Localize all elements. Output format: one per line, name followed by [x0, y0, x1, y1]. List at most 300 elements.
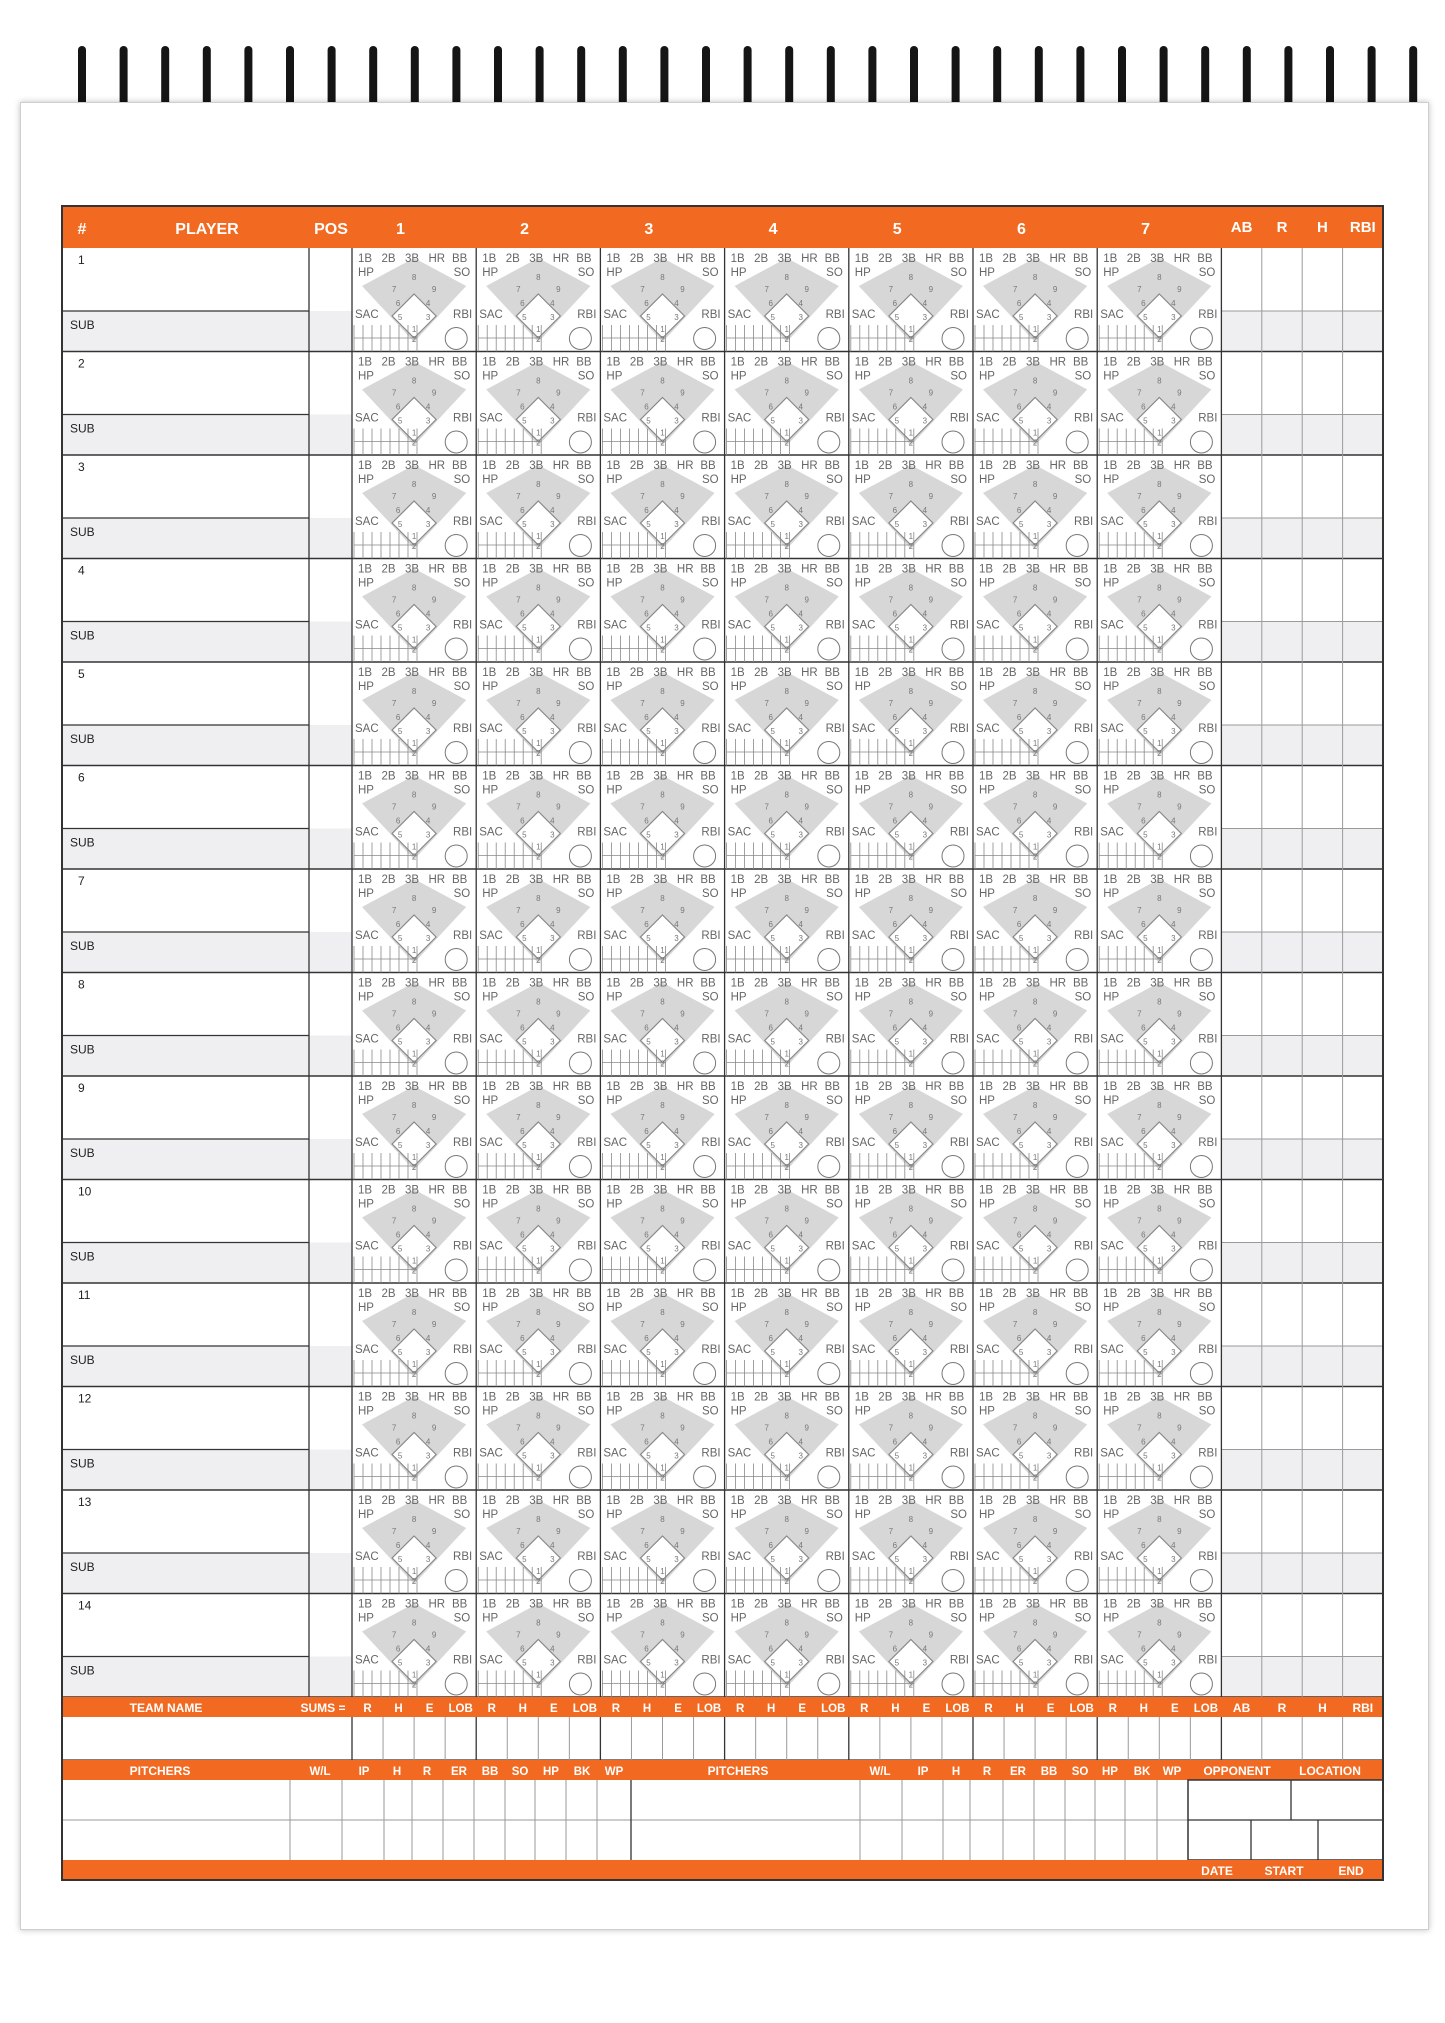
hit-type-3b: 3B — [1150, 874, 1165, 886]
fielder-number-6: 6 — [768, 506, 773, 515]
hit-type-bb: BB — [1197, 1391, 1213, 1404]
out-circle — [818, 949, 840, 971]
hit-by-pitch-label: HP — [606, 991, 623, 1004]
fielder-number-6: 6 — [768, 1541, 773, 1550]
fielder-number-3: 3 — [674, 1244, 679, 1254]
fielder-number-9: 9 — [431, 699, 437, 708]
fielder-number-7: 7 — [1012, 1009, 1018, 1019]
fielder-number-7: 7 — [888, 1527, 894, 1536]
hit-by-pitch-label: HP — [358, 991, 374, 1004]
strikeout-label: SO — [826, 888, 843, 900]
sacrifice-label: SAC — [851, 1344, 876, 1356]
fielder-number-7: 7 — [888, 1009, 894, 1019]
strikeout-label: SO — [453, 1302, 471, 1314]
hit-by-pitch-label: HP — [1103, 1302, 1120, 1314]
hit-type-2b: 2B — [629, 253, 644, 265]
fielder-number-1: 1 — [1157, 739, 1162, 748]
hit-type-3b: 3B — [1150, 1288, 1165, 1300]
rbi-label: RBI — [825, 826, 845, 839]
hit-type-3b: 3B — [653, 563, 668, 576]
sums-label: SUMS = — [300, 1701, 346, 1715]
out-circle — [694, 1363, 716, 1385]
out-circle — [1066, 1363, 1088, 1385]
fielder-number-3: 3 — [674, 727, 679, 736]
hit-type-bb: BB — [1197, 667, 1213, 679]
hit-type-3b: 3B — [653, 977, 668, 990]
sacrifice-label: SAC — [727, 826, 752, 839]
fielder-number-9: 9 — [431, 595, 437, 605]
fielder-number-8: 8 — [1157, 997, 1162, 1007]
fielder-number-4: 4 — [425, 299, 431, 308]
fielder-number-3: 3 — [798, 727, 803, 736]
fielder-number-6: 6 — [644, 816, 649, 826]
out-circle — [694, 1570, 716, 1592]
fielder-number-2: 2 — [1157, 1370, 1162, 1379]
inning-sum-h: H — [1139, 1703, 1148, 1715]
hit-type-bb: BB — [824, 770, 840, 783]
sacrifice-label: SAC — [1100, 516, 1124, 528]
hit-by-pitch-label: HP — [358, 1198, 374, 1211]
hit-type-hr: HR — [1049, 1495, 1067, 1507]
fielder-number-7: 7 — [1012, 1630, 1018, 1640]
fielder-number-1: 1 — [1032, 842, 1038, 852]
fielder-number-2: 2 — [784, 1577, 789, 1586]
out-circle — [569, 535, 591, 557]
hit-type-bb: BB — [824, 1184, 840, 1197]
sacrifice-label: SAC — [851, 1654, 876, 1667]
fielder-number-6: 6 — [395, 1437, 401, 1447]
strikeout-label: SO — [701, 1302, 719, 1314]
out-circle — [818, 535, 840, 557]
fielder-number-1: 1 — [1157, 842, 1162, 852]
out-circle — [445, 1052, 467, 1074]
hit-by-pitch-label: HP — [482, 1612, 499, 1625]
out-circle — [1190, 1673, 1212, 1695]
fielder-number-9: 9 — [1177, 492, 1182, 501]
fielder-number-9: 9 — [804, 1320, 809, 1329]
rbi-label: RBI — [1198, 1654, 1218, 1667]
hit-type-hr: HR — [676, 1598, 694, 1611]
fielder-number-5: 5 — [646, 1348, 651, 1357]
sacrifice-label: SAC — [727, 1447, 752, 1460]
fielder-number-3: 3 — [550, 830, 555, 840]
fielder-number-9: 9 — [680, 595, 685, 605]
fielder-number-6: 6 — [520, 1541, 525, 1550]
rbi-label: RBI — [1198, 1137, 1218, 1149]
hit-type-3b: 3B — [1026, 1288, 1041, 1300]
hit-type-3b: 3B — [1026, 770, 1041, 783]
rbi-label: RBI — [577, 1137, 597, 1149]
hit-type-1b: 1B — [606, 1391, 621, 1404]
rbi-label: RBI — [1198, 1447, 1218, 1460]
fielder-number-6: 6 — [1016, 1437, 1022, 1447]
hit-type-hr: HR — [676, 1391, 694, 1404]
fielder-number-8: 8 — [660, 1411, 665, 1421]
fielder-number-3: 3 — [1046, 830, 1052, 840]
rbi-label: RBI — [701, 723, 721, 735]
fielder-number-2: 2 — [660, 749, 665, 758]
hit-type-1b: 1B — [358, 1495, 373, 1507]
fielder-number-6: 6 — [1141, 1644, 1146, 1654]
rbi-label: RBI — [577, 619, 597, 632]
hit-type-bb: BB — [824, 253, 840, 265]
out-circle — [569, 1156, 591, 1178]
fielder-number-2: 2 — [536, 1266, 541, 1276]
fielder-number-6: 6 — [768, 1334, 773, 1343]
fielder-number-4: 4 — [1046, 1023, 1052, 1033]
fielder-number-2: 2 — [1032, 335, 1038, 344]
fielder-number-8: 8 — [908, 997, 914, 1007]
strikeout-label: SO — [453, 1198, 471, 1211]
sacrifice-label: SAC — [479, 1033, 503, 1046]
inning-sum-e: E — [922, 1703, 931, 1715]
fielder-number-1: 1 — [784, 325, 789, 334]
fielder-number-2: 2 — [1032, 1577, 1038, 1586]
sacrifice-label: SAC — [976, 516, 1000, 528]
hit-type-hr: HR — [801, 563, 818, 576]
fielder-number-4: 4 — [674, 402, 679, 412]
hit-type-hr: HR — [1049, 253, 1067, 265]
rbi-label: RBI — [949, 1344, 969, 1356]
hit-type-hr: HR — [1173, 977, 1191, 990]
batting-order-number: 13 — [78, 1495, 92, 1509]
fielder-number-3: 3 — [1171, 1348, 1176, 1357]
hit-by-pitch-label: HP — [1103, 1509, 1120, 1521]
fielder-number-9: 9 — [1052, 1009, 1058, 1019]
fielder-number-6: 6 — [1141, 816, 1146, 826]
fielder-number-2: 2 — [536, 438, 541, 448]
fielder-number-7: 7 — [391, 1009, 397, 1019]
hit-type-hr: HR — [925, 667, 942, 679]
sacrifice-label: SAC — [1100, 1447, 1124, 1460]
hit-type-2b: 2B — [505, 770, 520, 783]
fielder-number-4: 4 — [1171, 506, 1176, 515]
fielder-number-8: 8 — [660, 480, 665, 489]
strikeout-label: SO — [826, 1405, 843, 1418]
hit-type-1b: 1B — [730, 667, 745, 679]
fielder-number-6: 6 — [768, 920, 773, 929]
fielder-number-6: 6 — [520, 1334, 525, 1343]
sacrifice-label: SAC — [603, 516, 628, 528]
fielder-number-5: 5 — [522, 830, 527, 840]
hit-type-1b: 1B — [854, 667, 869, 679]
fielder-number-8: 8 — [536, 1411, 541, 1421]
hit-type-hr: HR — [925, 1288, 942, 1300]
hit-by-pitch-label: HP — [1103, 681, 1120, 693]
hit-by-pitch-label: HP — [854, 474, 871, 486]
fielder-number-4: 4 — [550, 713, 555, 722]
sub-label: SUB — [70, 939, 95, 953]
fielder-number-8: 8 — [411, 1618, 417, 1628]
hit-type-hr: HR — [1173, 1495, 1191, 1507]
fielder-number-1: 1 — [784, 532, 789, 541]
fielder-number-5: 5 — [1143, 934, 1148, 943]
fielder-number-5: 5 — [770, 1451, 775, 1461]
hit-type-1b: 1B — [1103, 460, 1118, 472]
hit-type-2b: 2B — [629, 1598, 644, 1611]
sacrifice-label: SAC — [603, 1033, 628, 1046]
hit-by-pitch-label: HP — [730, 1095, 747, 1107]
fielder-number-3: 3 — [674, 1348, 679, 1357]
rbi-label: RBI — [701, 930, 721, 942]
fielder-number-9: 9 — [680, 1527, 685, 1536]
fielder-number-6: 6 — [1141, 1541, 1146, 1550]
fielder-number-3: 3 — [798, 1348, 803, 1357]
strikeout-label: SO — [1074, 1198, 1092, 1211]
sub-label: SUB — [70, 1249, 95, 1264]
fielder-number-1: 1 — [1032, 1463, 1038, 1473]
hit-type-hr: HR — [801, 356, 818, 369]
fielder-number-3: 3 — [798, 1451, 803, 1461]
sacrifice-label: SAC — [355, 826, 379, 839]
sacrifice-label: SAC — [603, 412, 628, 425]
fielder-number-6: 6 — [1016, 402, 1022, 412]
fielder-number-8: 8 — [660, 583, 665, 593]
out-circle — [1190, 949, 1212, 971]
fielder-number-6: 6 — [1016, 299, 1022, 308]
hit-type-hr: HR — [428, 1184, 446, 1197]
fielder-number-8: 8 — [1157, 1618, 1162, 1628]
fielder-number-8: 8 — [784, 997, 789, 1007]
fielder-number-2: 2 — [660, 1059, 665, 1069]
fielder-number-8: 8 — [784, 376, 789, 386]
fielder-number-7: 7 — [764, 1113, 769, 1122]
hit-type-2b: 2B — [878, 667, 893, 679]
fielder-number-2: 2 — [411, 438, 417, 448]
fielder-number-9: 9 — [928, 285, 934, 294]
strikeout-label: SO — [577, 577, 595, 590]
fielder-number-4: 4 — [922, 816, 928, 826]
fielder-number-5: 5 — [397, 1141, 403, 1150]
fielder-number-8: 8 — [536, 997, 541, 1007]
hit-type-hr: HR — [428, 874, 446, 886]
rbi-label: RBI — [701, 1654, 721, 1667]
fielder-number-8: 8 — [908, 273, 914, 282]
strikeout-label: SO — [577, 1509, 595, 1521]
inning-sum-lob: LOB — [696, 1703, 722, 1715]
fielder-number-5: 5 — [770, 1555, 775, 1564]
fielder-number-2: 2 — [1032, 542, 1038, 551]
rbi-label: RBI — [701, 412, 721, 425]
fielder-number-3: 3 — [425, 1451, 431, 1461]
pitcher-col-wl: W/L — [869, 1766, 891, 1778]
fielder-number-4: 4 — [674, 1023, 679, 1033]
hit-type-1b: 1B — [854, 1391, 869, 1404]
fielder-number-1: 1 — [1157, 325, 1162, 334]
fielder-number-2: 2 — [784, 1163, 789, 1172]
hit-type-3b: 3B — [777, 1495, 792, 1507]
out-circle — [942, 1363, 964, 1385]
hit-type-bb: BB — [824, 1081, 840, 1093]
out-circle — [1190, 1259, 1212, 1281]
strikeout-label: SO — [826, 681, 843, 693]
sacrifice-label: SAC — [976, 930, 1000, 942]
hit-type-2b: 2B — [878, 1288, 893, 1300]
fielder-number-3: 3 — [1171, 1244, 1176, 1254]
fielder-number-9: 9 — [556, 1009, 561, 1019]
fielder-number-3: 3 — [550, 934, 555, 943]
hit-type-3b: 3B — [529, 977, 544, 990]
fielder-number-3: 3 — [1171, 416, 1176, 426]
fielder-number-9: 9 — [680, 699, 685, 708]
fielder-number-6: 6 — [892, 713, 898, 722]
inning-sum-r: R — [363, 1703, 372, 1715]
fielder-number-8: 8 — [1032, 1308, 1038, 1317]
fielder-number-1: 1 — [1157, 1360, 1162, 1369]
hit-type-2b: 2B — [1126, 356, 1141, 369]
batting-order-number: 6 — [78, 770, 85, 785]
hit-type-hr: HR — [1173, 460, 1191, 472]
team-total-r: R — [1277, 1701, 1287, 1715]
hit-type-2b: 2B — [754, 1184, 769, 1197]
strikeout-label: SO — [701, 1095, 719, 1107]
fielder-number-7: 7 — [1137, 1527, 1142, 1536]
inning-sum-e: E — [1170, 1703, 1179, 1715]
fielder-number-6: 6 — [1016, 1541, 1022, 1550]
rbi-label: RBI — [949, 1654, 969, 1667]
fielder-number-2: 2 — [1032, 749, 1038, 758]
fielder-number-5: 5 — [646, 623, 651, 633]
fielder-number-5: 5 — [1143, 520, 1148, 529]
rbi-label: RBI — [1198, 723, 1218, 735]
fielder-number-7: 7 — [888, 906, 894, 915]
fielder-number-9: 9 — [1052, 906, 1058, 915]
out-circle — [942, 328, 964, 350]
hit-type-3b: 3B — [653, 253, 668, 265]
hit-by-pitch-label: HP — [979, 1198, 995, 1211]
strikeout-label: SO — [701, 1509, 719, 1521]
fielder-number-9: 9 — [1177, 1527, 1182, 1536]
hit-by-pitch-label: HP — [730, 991, 747, 1004]
hit-by-pitch-label: HP — [606, 1612, 623, 1625]
rbi-label: RBI — [1074, 826, 1094, 839]
hit-type-hr: HR — [801, 1081, 818, 1093]
rbi-label: RBI — [701, 1344, 721, 1356]
hit-by-pitch-label: HP — [482, 784, 499, 797]
hit-type-2b: 2B — [381, 253, 396, 265]
fielder-number-4: 4 — [1046, 402, 1052, 412]
fielder-number-5: 5 — [894, 623, 900, 633]
rbi-label: RBI — [1074, 619, 1094, 632]
fielder-number-5: 5 — [1143, 313, 1148, 322]
hit-type-hr: HR — [925, 1391, 942, 1404]
fielder-number-7: 7 — [640, 802, 645, 812]
fielder-number-1: 1 — [1157, 428, 1162, 438]
hit-by-pitch-label: HP — [979, 991, 995, 1004]
sacrifice-label: SAC — [479, 826, 503, 839]
out-circle — [942, 1259, 964, 1281]
fielder-number-8: 8 — [660, 273, 665, 282]
fielder-number-5: 5 — [397, 1658, 403, 1668]
fielder-number-3: 3 — [922, 1451, 928, 1461]
hit-by-pitch-label: HP — [979, 1405, 995, 1418]
fielder-number-4: 4 — [922, 506, 928, 515]
hit-type-hr: HR — [1049, 1598, 1067, 1611]
fielder-number-1: 1 — [784, 428, 789, 438]
sacrifice-label: SAC — [603, 1344, 628, 1356]
fielder-number-8: 8 — [411, 376, 417, 386]
pitcher-col-bb: BB — [481, 1766, 499, 1778]
hit-type-bb: BB — [1197, 356, 1213, 369]
fielder-number-4: 4 — [550, 1023, 555, 1033]
hit-type-bb: BB — [452, 1598, 468, 1611]
fielder-number-4: 4 — [550, 920, 555, 929]
strikeout-label: SO — [826, 991, 843, 1004]
hit-type-hr: HR — [801, 460, 818, 472]
hit-type-3b: 3B — [777, 253, 792, 265]
fielder-number-1: 1 — [411, 1153, 417, 1162]
fielder-number-4: 4 — [425, 402, 431, 412]
out-circle — [1066, 638, 1088, 660]
pitcher-col-r: R — [422, 1766, 432, 1778]
hit-type-hr: HR — [925, 1598, 942, 1611]
fielder-number-9: 9 — [1177, 1320, 1182, 1329]
fielder-number-6: 6 — [395, 713, 401, 722]
hit-type-3b: 3B — [529, 874, 544, 886]
hit-type-1b: 1B — [979, 1598, 994, 1611]
fielder-number-8: 8 — [411, 997, 417, 1007]
fielder-number-2: 2 — [1157, 749, 1162, 758]
hit-type-bb: BB — [452, 977, 468, 990]
hit-type-bb: BB — [1073, 1598, 1089, 1611]
hit-type-bb: BB — [452, 1184, 468, 1197]
fielder-number-3: 3 — [1171, 1451, 1176, 1461]
out-circle — [942, 742, 964, 764]
hit-type-2b: 2B — [505, 874, 520, 886]
fielder-number-7: 7 — [516, 595, 521, 605]
fielder-number-8: 8 — [908, 1515, 914, 1524]
fielder-number-3: 3 — [674, 1037, 679, 1047]
fielder-number-9: 9 — [556, 802, 561, 812]
fielder-number-7: 7 — [640, 285, 645, 294]
fielder-number-5: 5 — [1018, 623, 1024, 633]
fielder-number-3: 3 — [798, 1244, 803, 1254]
hit-type-3b: 3B — [777, 563, 792, 576]
fielder-number-6: 6 — [520, 1644, 525, 1654]
hit-by-pitch-label: HP — [1103, 577, 1120, 590]
fielder-number-6: 6 — [395, 1644, 401, 1654]
fielder-number-7: 7 — [764, 492, 769, 501]
fielder-number-8: 8 — [784, 1308, 789, 1317]
fielder-number-9: 9 — [1177, 1630, 1182, 1640]
hit-type-bb: BB — [576, 770, 592, 783]
sacrifice-label: SAC — [851, 826, 876, 839]
hit-type-bb: BB — [452, 1391, 468, 1404]
fielder-number-4: 4 — [1046, 609, 1052, 619]
hit-type-bb: BB — [948, 667, 965, 679]
hit-type-3b: 3B — [1026, 1081, 1041, 1093]
fielder-number-1: 1 — [908, 325, 914, 334]
hit-type-3b: 3B — [1026, 356, 1041, 369]
out-circle — [1066, 742, 1088, 764]
hit-type-bb: BB — [700, 356, 716, 369]
fielder-number-2: 2 — [1032, 438, 1038, 448]
fielder-number-2: 2 — [536, 542, 541, 551]
fielder-number-2: 2 — [536, 956, 541, 965]
fielder-number-4: 4 — [550, 1230, 555, 1240]
fielder-number-8: 8 — [660, 376, 665, 386]
header-inning-1: 1 — [395, 221, 405, 238]
fielder-number-9: 9 — [680, 906, 685, 915]
out-circle — [1190, 638, 1212, 660]
fielder-number-6: 6 — [644, 609, 649, 619]
sacrifice-label: SAC — [727, 1654, 752, 1667]
strikeout-label: SO — [1198, 1405, 1216, 1418]
fielder-number-2: 2 — [1032, 1059, 1038, 1069]
fielder-number-6: 6 — [1016, 1644, 1022, 1654]
out-circle — [942, 845, 964, 867]
sacrifice-label: SAC — [851, 619, 876, 632]
